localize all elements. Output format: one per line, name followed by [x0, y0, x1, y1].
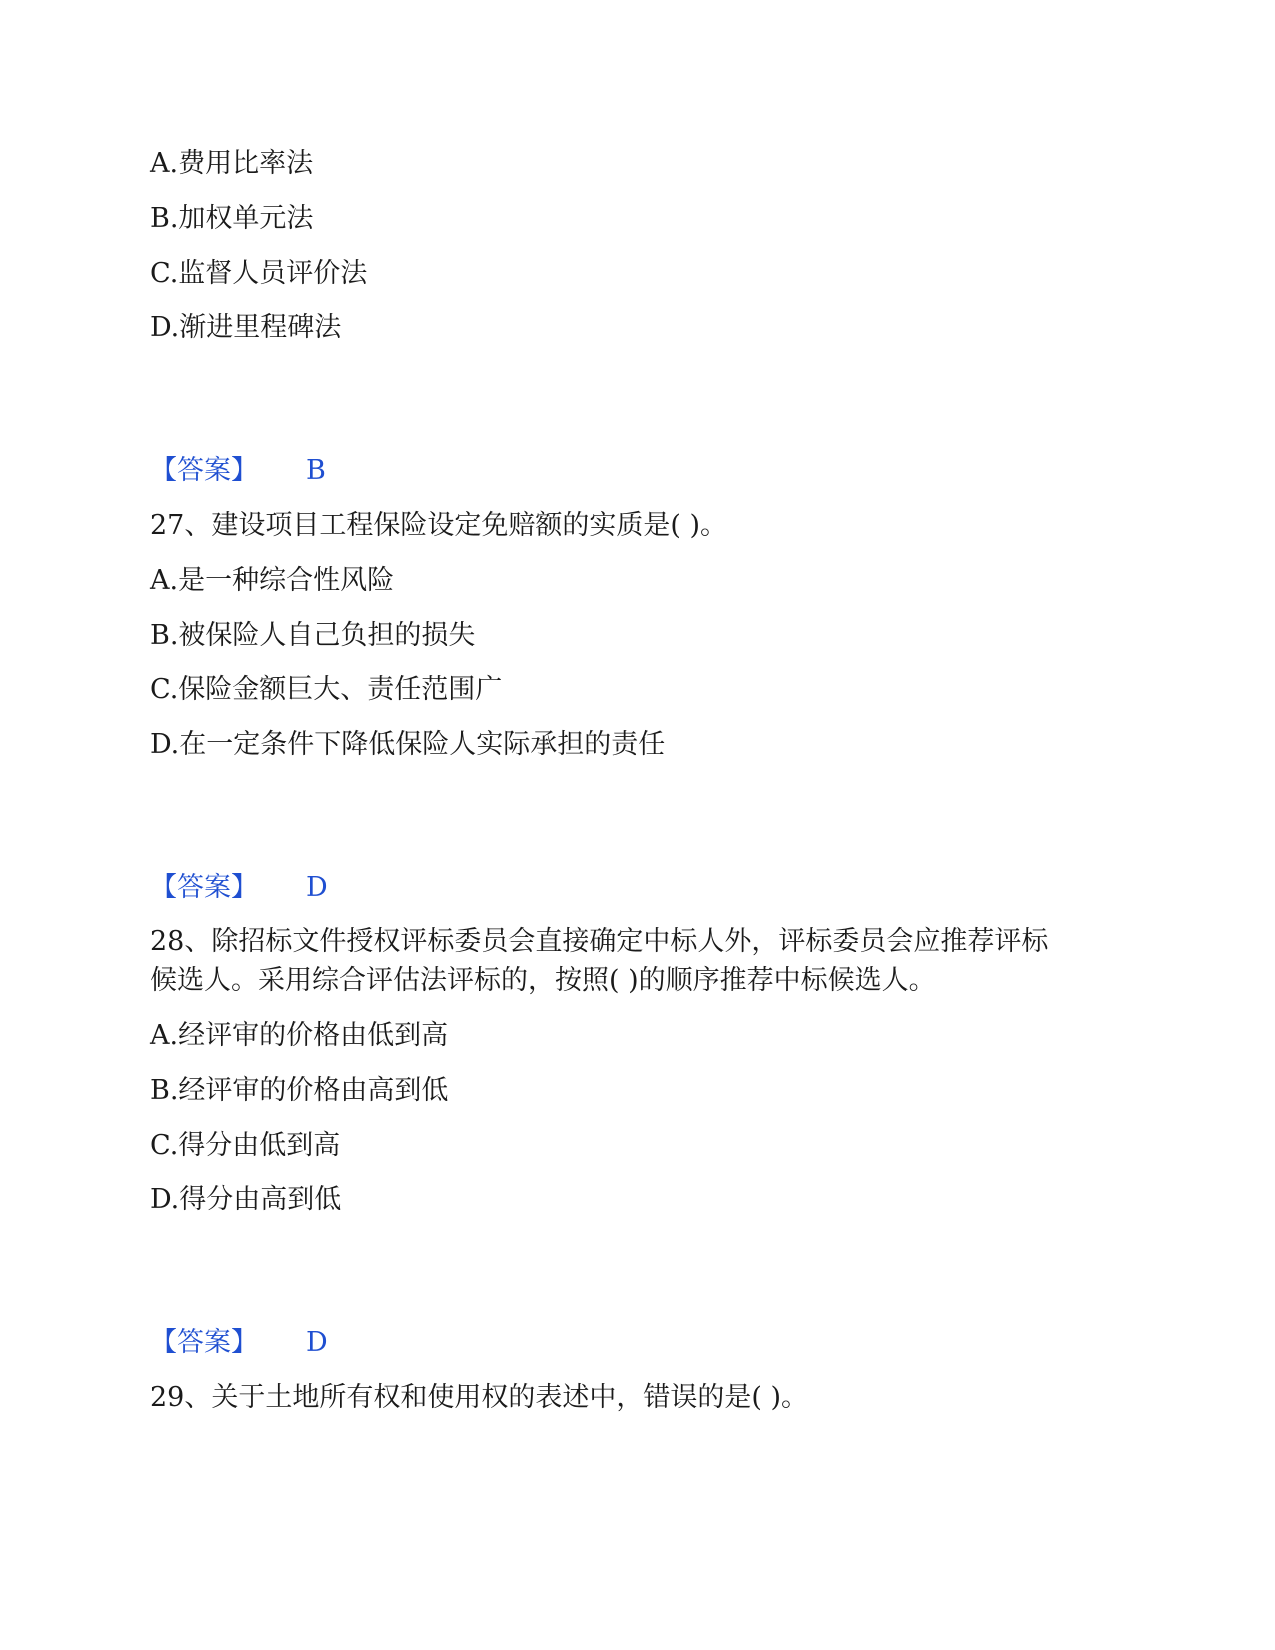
q28-answer [150, 1325, 328, 1361]
answer-value: D [306, 872, 328, 903]
q27-option-c: C.保险金额巨大、责任范围广 [150, 674, 503, 705]
answer-label: 【答案】 [150, 455, 258, 486]
answer-value: D [306, 1327, 328, 1358]
q28-option-d: D.得分由高到低 [150, 1184, 342, 1215]
q28-option-c: C.得分由低到高 [150, 1130, 341, 1161]
answer-label: 【答案】 [150, 872, 258, 903]
answer-value: B [306, 455, 326, 486]
q28-stem-line2: 候选人。采用综合评估法评标的，按照( )的顺序推荐中标候选人。 [150, 965, 936, 996]
q28-option-a: A.经评审的价格由低到高 [150, 1020, 449, 1051]
q27-option-d: D.在一定条件下降低保险人实际承担的责任 [150, 729, 666, 760]
q26-option-b: B.加权单元法 [150, 203, 314, 234]
q26-option-c: C.监督人员评价法 [150, 258, 368, 289]
q29-stem: 29、关于土地所有权和使用权的表述中，错误的是( )。 [150, 1382, 809, 1413]
q28-option-b: B.经评审的价格由高到低 [150, 1075, 449, 1106]
q27-option-a: A.是一种综合性风险 [150, 565, 395, 596]
q27-stem: 27、建设项目工程保险设定免赔额的实质是( )。 [150, 510, 728, 541]
answer-label: 【答案】 [150, 1327, 258, 1358]
q26-option-a: A.费用比率法 [150, 148, 314, 179]
q27-option-b: B.被保险人自己负担的损失 [150, 620, 476, 651]
q28-stem-line1: 28、除招标文件授权评标委员会直接确定中标人外，评标委员会应推荐评标 [150, 926, 1049, 957]
q26-answer [150, 453, 326, 489]
q27-answer [150, 870, 328, 906]
q26-option-d: D.渐进里程碑法 [150, 312, 342, 343]
